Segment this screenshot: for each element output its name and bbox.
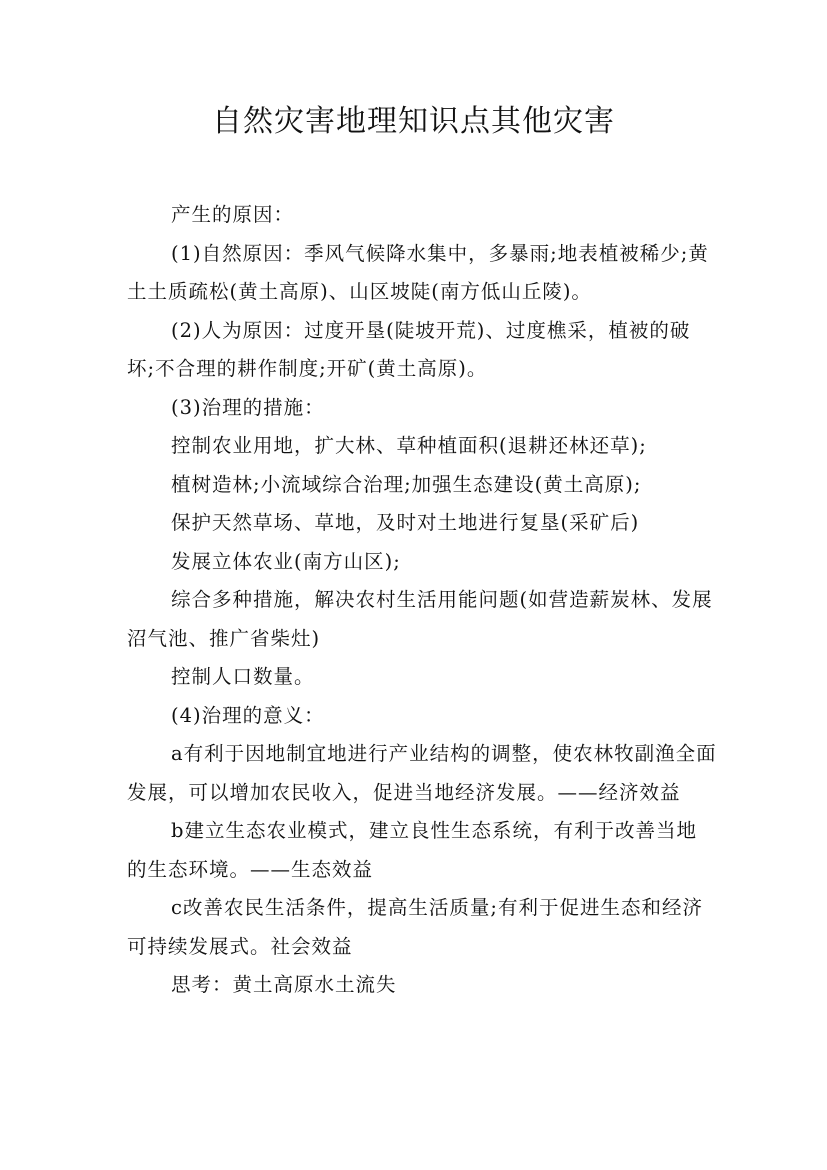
paragraph-measure-agriculture: 发展立体农业(南方山区); [171,549,401,573]
paragraph-causes-heading: 产生的原因： [171,203,295,226]
paragraph-human-causes: (2)人为原因：过度开垦(陡坡开荒)、过度樵采，植被的破坏;不合理的耕作制度;开矿(黄土高原)。 [127,318,691,380]
paragraph-thinking: 思考：黄土高原水土流失 [171,973,397,996]
document-body [127,196,717,1005]
paragraph-significance-social: c改善农民生活条件，提高生活质量;有利于促进生态和经济可持续发展式。社会效益 [127,896,703,958]
paragraph-significance-ecological: b建立生态农业模式，建立良性生态系统，有利于改善当地的生态环境。——生态效益 [127,819,697,881]
paragraph-measure-grassland: 保护天然草场、草地，及时对土地进行复垦(采矿后) [171,511,640,534]
paragraph-measure-land: 控制农业用地，扩大林、草种植面积(退耕还林还草); [171,434,647,457]
document-title: 自然灾害地理知识点其他灾害 [212,104,615,139]
paragraph-measure-energy: 综合多种措施，解决农村生活用能问题(如营造薪炭林、发展沼气池、推广省柴灶) [127,588,713,650]
paragraph-measure-afforestation: 植树造林;小流域综合治理;加强生态建设(黄土高原); [171,472,642,496]
paragraph-measure-population: 控制人口数量。 [171,665,315,688]
paragraph-measures-heading: (3)治理的措施： [171,395,325,419]
paragraph-significance-heading: (4)治理的意义： [171,703,325,727]
paragraph-significance-economic: a有利于因地制宜地进行产业结构的调整，使农林牧副渔全面发展，可以增加农民收入，促进当地经济发展。——经济效益 [127,742,717,804]
paragraph-natural-causes: (1)自然原因：季风气候降水集中，多暴雨;地表植被稀少;黄土土质疏松(黄土高原)、山区坡陡(南方低山丘陵)。 [127,241,709,303]
